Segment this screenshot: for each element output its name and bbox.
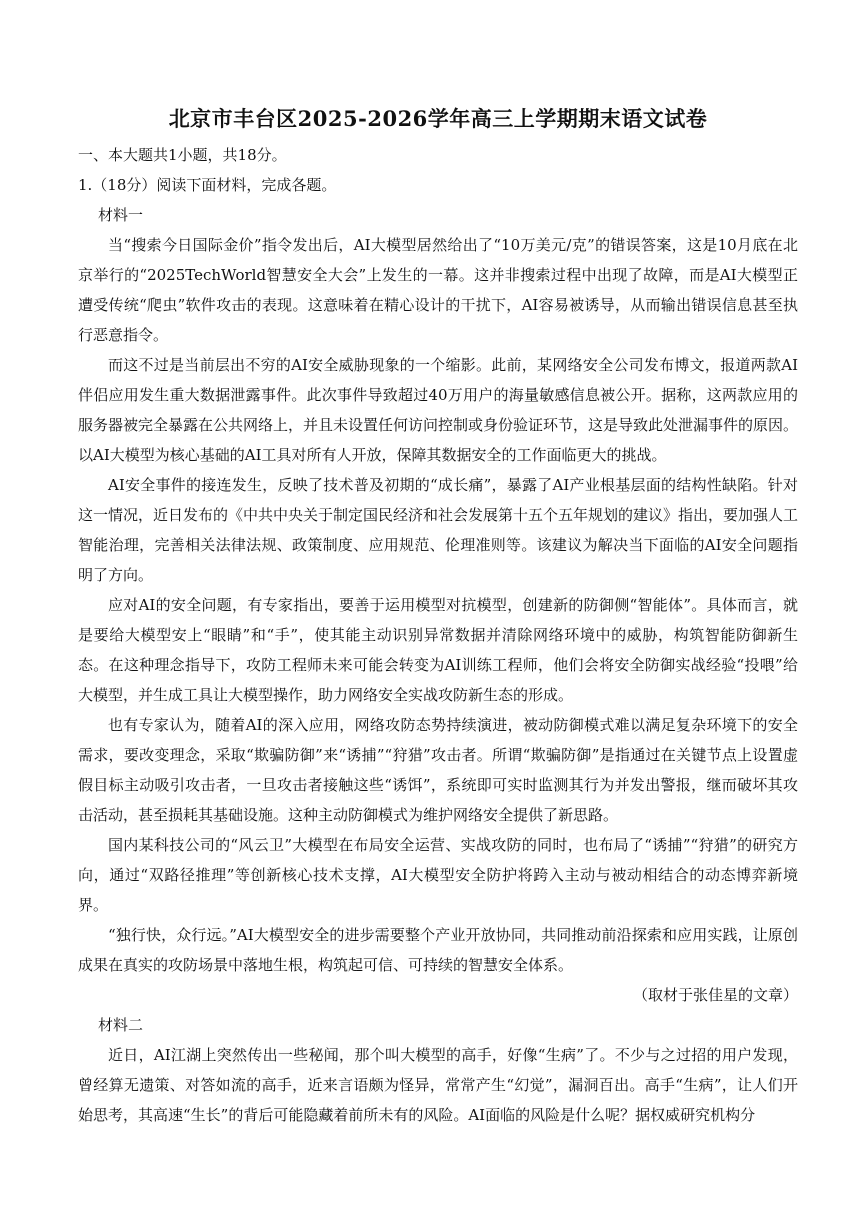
material-2-paragraph: 近日，AI江湖上突然传出一些秘闻，那个叫大模型的高手，好像“生病”了。不少与之过招的用户发现，曾经算无遗策、对答如流的高手，近来言语颇为怪异，常常产生“幻觉”，漏洞百出。高手“生病”，让人们开始思考，其高速“生长”的背后可能隐藏着前所未有的风险。AI面临的风险是什么呢？据权威研究机构分 xyxy=(78,1046,798,1124)
section-heading: 一、本大题共1小题，共18分。 xyxy=(78,146,287,164)
material-1-paragraph: 国内某科技公司的“风云卫”大模型在布局安全运营、实战攻防的同时，也布局了“诱捕”“狩猎”的研究方向，通过“双路径推理”等创新核心技术支撑，AI大模型安全防护将跨入主动与被动相结合的动态博弈新境界。 xyxy=(78,836,798,914)
exam-title xyxy=(78,104,798,134)
material-1-paragraph: 应对AI的安全问题，有专家指出，要善于运用模型对抗模型，创建新的防御侧“智能体”。具体而言，就是要给大模型安上“眼睛”和“手”，使其能主动识别异常数据并清除网络环境中的威胁，构筑智能防御新生态。在这种理念指导下，攻防工程师未来可能会转变为AI训练工程师，他们会将安全防御实战经验“投喂”给大模型，并生成工具让大模型操作，助力网络安全实战攻防新生态的形成。 xyxy=(78,596,798,704)
exam-title-text: 北京市丰台区2025-2026学年高三上学期期末语文试卷 xyxy=(168,106,708,131)
material-2-label: 材料二 xyxy=(98,1016,144,1034)
material-1-paragraph: 而这不过是当前层出不穷的AI安全威胁现象的一个缩影。此前，某网络安全公司发布博文，报道两款AI伴侣应用发生重大数据泄露事件。此次事件导致超过40万用户的海量敏感信息被公开。据称，这两款应用的服务器被完全暴露在公共网络上，并且未设置任何访问控制或身份验证环节，这是导致此处泄漏事件的原因。以AI大模型为核心基础的AI工具对所有人开放，保障其数据安全的工作面临更大的挑战。 xyxy=(78,356,799,464)
material-1-source: （取材于张佳星的文章） xyxy=(632,986,798,1004)
material-1-label: 材料一 xyxy=(98,206,144,224)
material-1-paragraph: “独行快，众行远。”AI大模型安全的进步需要整个产业开放协同，共同推动前沿探索和应用实践，让原创成果在真实的攻防场景中落地生根，构筑起可信、可持续的智慧安全体系。 xyxy=(78,926,798,974)
material-1-paragraph: 当“搜索今日国际金价”指令发出后，AI大模型居然给出了“10万美元/克”的错误答案，这是10月底在北京举行的“2025TechWorld智慧安全大会”上发生的一幕。这并非搜索过程中出现了故障，而是AI大模型正遭受传统“爬虫”软件攻击的表现。这意味着在精心设计的干扰下，AI容易被诱导，从而输出错误信息甚至执行恶意指令。 xyxy=(78,236,798,344)
material-1-paragraph: AI安全事件的接连发生，反映了技术普及初期的“成长痛”，暴露了AI产业根基层面的结构性缺陷。针对这一情况，近日发布的《中共中央关于制定国民经济和社会发展第十五个五年规划的建议》指出，要加强人工智能治理，完善相关法律法规、政策制度、应用规范、伦理准则等。该建议为解决当下面临的AI安全问题指明了方向。 xyxy=(78,476,799,584)
material-1-paragraph: 也有专家认为，随着AI的深入应用，网络攻防态势持续演进，被动防御模式难以满足复杂环境下的安全需求，要改变理念，采取“欺骗防御”来“诱捕”“狩猎”攻击者。所谓“欺骗防御”是指通过在关键节点上设置虚假目标主动吸引攻击者，一旦攻击者接触这些“诱饵”，系统即可实时监测其行为并发出警报，继而破坏其攻击活动，甚至损耗其基础设施。这种主动防御模式为维护网络安全提供了新思路。 xyxy=(78,716,798,824)
question-prompt: 1.（18分）阅读下面材料，完成各题。 xyxy=(78,176,337,194)
